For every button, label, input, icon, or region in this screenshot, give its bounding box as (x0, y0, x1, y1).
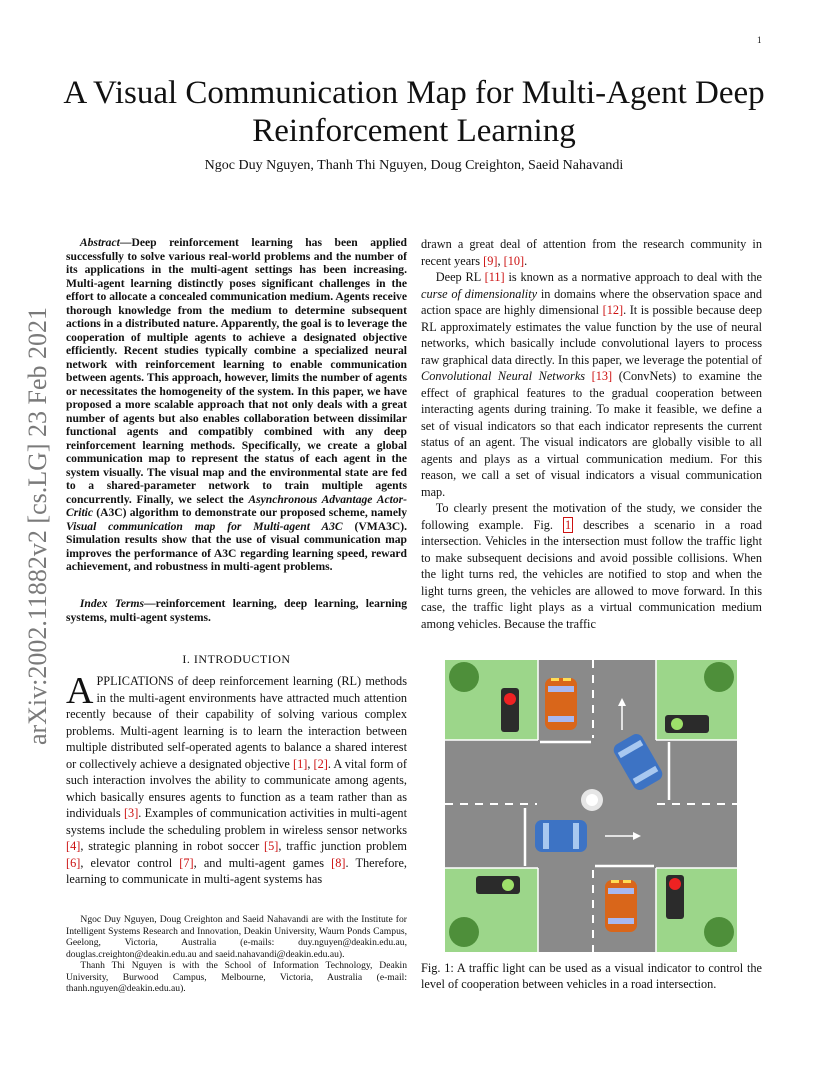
arxiv-id: arXiv:2002.11882v2 [cs.LG] 23 Feb 2021 (23, 306, 52, 746)
citation-link[interactable]: [3] (123, 806, 139, 820)
traffic-light-red-top (501, 688, 519, 732)
citation-link[interactable]: [4] (66, 839, 81, 853)
citation-link[interactable]: [1] (293, 756, 308, 771)
traffic-light-green-right (665, 715, 709, 733)
index-terms-text: —reinforcement learning, deep learning, learning systems, multi-agent systems. (66, 597, 407, 624)
car-icon (535, 820, 587, 852)
author-list: Ngoc Duy Nguyen, Thanh Thi Nguyen, Doug Creighton, Saeid Nahavandi (204, 158, 624, 173)
footnote-affiliation-1: Ngoc Duy Nguyen, Doug Creighton and Saeid Nahavandi are with the Institute for Intelligent Systems Research and Innovation, Deakin University, Waurn Ponds Campus, Geelong, Victoria, Australia (e-mails: duy.nguyen@deakin.edu.au, douglas.creighton@deakin.edu.au and saeid.nahavandi@deakin.edu.au). (66, 914, 407, 960)
citation-link[interactable]: [9] (483, 253, 498, 268)
figure-traffic-intersection (445, 660, 737, 952)
abstract-lead: Abstract (79, 236, 120, 249)
footnote-affiliation-2: Thanh Thi Nguyen is with the School of Information Technology, Deakin University, Burwood Campus, Melbourne, Victoria, Australia (e-mail: thanh.nguyen@deakin.edu.au). (66, 960, 407, 994)
citation-link[interactable]: [7] (179, 855, 194, 870)
traffic-light-red-bottom (666, 875, 684, 919)
tree-icon (449, 917, 479, 947)
car-icon (605, 880, 637, 932)
abstract-text-1: —Deep reinforcement learning has been applied successfully to solve various real-world problems and the number of its applications in the multi-agent settings has been increasing. Multi-agent learning distinctly poses significant challenges in the effort to allocate a concealed communication medium. Agents receive thorough knowledge from the medium to determine subsequent actions in a distributed nature. Apparently, the goal is to leverage the cooperation of multiple agents to achieve a designated objective efficiently. Recent studies typically combine a specialized neural network with reinforcement learning to enable communication between agents. This approach, however, limits the number of agents or necessitates the homogeneity of the system. In this paper, we have proposed a more scalable approach that not only deals with a great number of agents but also enables collaboration between dissimilar functional agents and compatibly combined with any deep reinforcement learning methods. Specifically, we create a global communication map to represent the status of each agent in the system visually. The visual map and the environmental state are fed to a shared-parameter network to train multiple agents concurrently. Finally, we select the (66, 236, 407, 506)
citation-link[interactable]: [5] (264, 839, 279, 853)
citation-link[interactable]: [11] (484, 270, 505, 284)
footnotes (66, 914, 407, 995)
page-number: 1 (757, 35, 762, 45)
abstract-vma3c-name: Visual communication map for Multi-agent A3C (66, 519, 343, 533)
tree-icon (704, 662, 734, 692)
abstract-a3c-name: Asynchronous Advantage Actor-Critic (66, 492, 407, 519)
figure-reference-link[interactable]: 1 (564, 517, 572, 532)
paragraph: Deep RL [11] is known as a normative approach to deal with the curse of dimensionality in domains where the observation space and action space are highly dimensional [12]. It is possible because deep RL approximately estimates the value function by the use of neural networks, which basically include convolutional layers to process raw graphical data directly. In this paper, we leverage the potential of Convolutional Neural Networks [13] (ConvNets) to examine the effect of graphical features to the gradual cooperation between interacting agents during training. To make it feasible, we define a set of visual indicators so that each indicator represents the current status of an agent. The visual indicators are globally visible to all agents and plays as a virtual communication medium. For this reason, we call a set of visual indicators a visual communication map. (421, 270, 763, 499)
index-terms-lead: Index Terms (79, 597, 145, 610)
section-heading: I. INTRODUCTION (182, 652, 291, 666)
traffic-light-green-left (476, 876, 520, 894)
citation-link[interactable]: [2] (313, 756, 328, 771)
arxiv-watermark (20, 291, 56, 761)
figure-caption: Fig. 1: A traffic light can be used as a visual indicator to control the level of cooperation between vehicles in a road intersection. (421, 961, 762, 991)
paragraph: To clearly present the motivation of the study, we consider the following example. Fig. 1 describes a scenario in a road intersection. Vehicles in the intersection must follow the traffic light to make subsequent decisions and avoid possible collisions. When the light turns red, the vehicles are notified to stop and when the light turns green, the vehicles are allowed to move forward. In this case, the traffic light plays as a virtual communication medium among vehicles. Because the traffic (421, 501, 763, 631)
abstract (66, 236, 407, 574)
introduction-paragraph: APPLICATIONS of deep reinforcement learning (RL) methods in the multi-agent environments have attracted much attention recently because of their capability of solving various complex problems. Multi-agent learning is to learn the interaction between multiple distributed self-operated agents to balance a shared interest or collectively achieve a designated objective [1], [2]. A vital form of such interaction involves the ability to communicate among agents, which basically ensures agents to function as a team rather than as individuals [3]. Examples of communication activities in multi-agent systems include the scheduling problem in wireless sensor networks [4], strategic planning in robot soccer [5], traffic junction problem [6], elevator control [7], and multi-agent games [8]. Therefore, learning to communicate in multi-agent systems has (66, 670, 408, 886)
paper-title: A Visual Communication Map for Multi-Agent Deep Reinforcement Learning (63, 75, 765, 149)
citation-link[interactable]: [12] (602, 303, 624, 317)
citation-link[interactable]: [8] (331, 855, 346, 870)
drop-cap: A (66, 670, 94, 712)
citation-link[interactable]: [10] (503, 253, 525, 268)
car-icon (545, 678, 577, 730)
abstract-text-3: (VMA3C). Simulation results show that the use of visual communication map improves the performance of A3C regarding learning speed, reward achievement, and robustness in multi-agent problems. (66, 519, 407, 573)
right-column-text (421, 236, 762, 632)
paragraph: drawn a great deal of attention from the research community in recent years [9], [10]. (421, 237, 762, 268)
citation-link[interactable]: [6] (66, 855, 81, 870)
tree-icon (704, 917, 734, 947)
intersection-illustration (445, 660, 737, 952)
abstract-text-2: (A3C) algorithm to demonstrate our proposed scheme, namely (93, 506, 407, 519)
citation-link[interactable]: [13] (591, 369, 613, 383)
index-terms (66, 597, 407, 624)
tree-icon (449, 662, 479, 692)
